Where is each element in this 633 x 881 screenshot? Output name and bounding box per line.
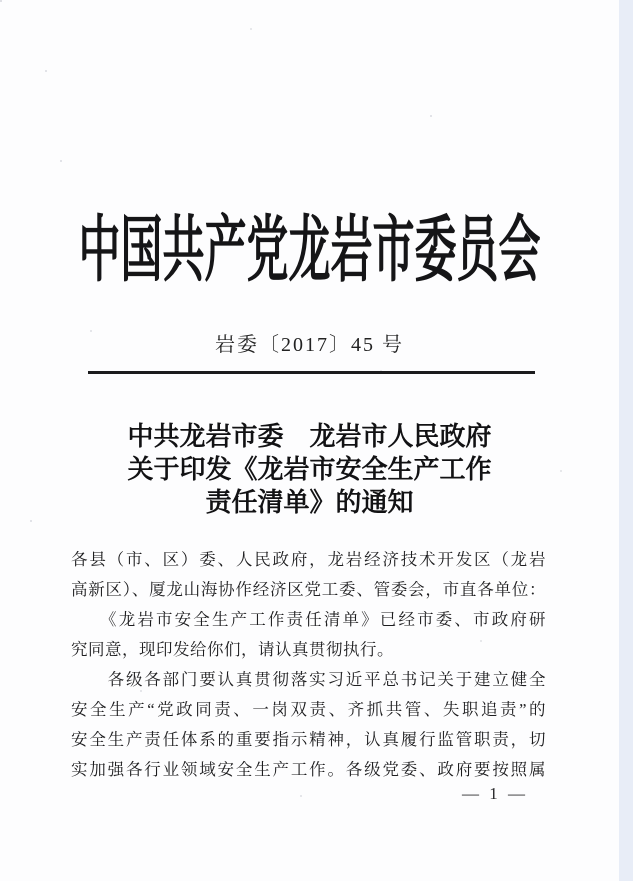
body-line-paragraph-1a: 《龙岩市安全生产工作责任清单》已经市委、市政府研 [71, 610, 546, 629]
body-line-paragraph-2d: 实加强各行业领域安全生产工作。各级党委、政府要按照属 [71, 760, 546, 779]
document-body [71, 545, 546, 785]
document-title-line-1: 中共龙岩市委 龙岩市人民政府 [127, 422, 492, 451]
header-separator-line [88, 371, 535, 374]
body-line-paragraph-2b: 安全生产“党政同责、一岗双责、齐抓共管、失职追责”的 [71, 700, 546, 719]
document-title [0, 420, 619, 519]
body-line-paragraph-2c: 安全生产责任体系的重要指示精神，认真履行监管职责，切 [71, 730, 546, 749]
document-title-line-2: 关于印发《龙岩市安全生产工作 [127, 455, 492, 484]
issuing-authority-header: 中国共产党龙岩市委员会 [78, 212, 541, 292]
document-title-line-3: 责任清单》的通知 [205, 488, 414, 517]
document-number: 岩委〔2017〕45 号 [215, 334, 404, 356]
scan-edge-strip [619, 0, 633, 881]
body-line-paragraph-2a: 各级各部门要认真贯彻落实习近平总书记关于建立健全 [71, 670, 546, 689]
body-line-addressees-2: 高新区）、厦龙山海协作经济区党工委、管委会，市直各单位： [71, 580, 546, 599]
body-line-paragraph-1b: 究同意，现印发给你们，请认真贯彻执行。 [71, 640, 394, 659]
page-number: — 1 — [462, 784, 528, 803]
body-line-addressees-1: 各县（市、区）委、人民政府，龙岩经济技术开发区（龙岩 [71, 550, 546, 569]
